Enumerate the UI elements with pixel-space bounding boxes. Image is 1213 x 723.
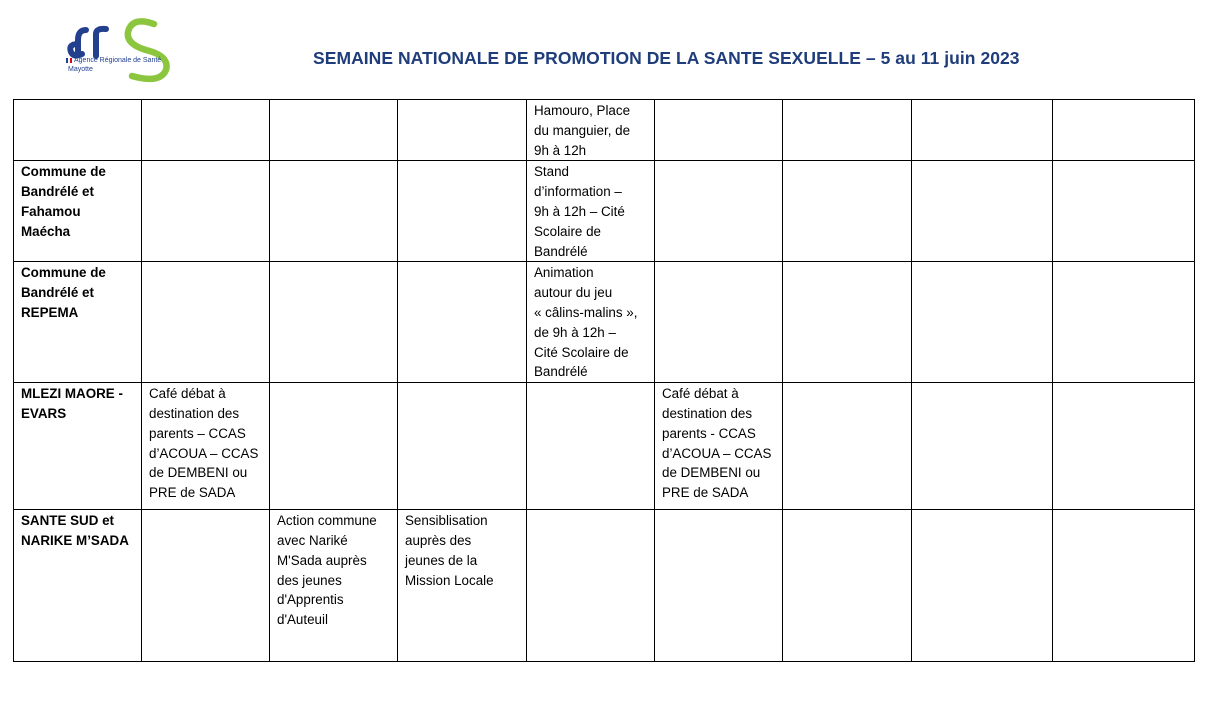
organization-name: MLEZI MAORE - EVARS bbox=[21, 386, 123, 421]
table-cell bbox=[655, 262, 783, 383]
table-cell bbox=[270, 161, 398, 262]
table-cell bbox=[912, 262, 1053, 383]
cell-text: Action commune avec Nariké M'Sada auprès des jeunes d'Apprentis d'Auteuil bbox=[277, 513, 377, 628]
table-cell bbox=[398, 161, 527, 262]
organization-cell bbox=[14, 100, 142, 161]
table-cell bbox=[783, 510, 912, 662]
organization-cell bbox=[14, 510, 142, 662]
table-cell bbox=[1053, 510, 1195, 662]
cell-text: Café débat à destination des parents - CCAS d’ACOUA – CCAS de DEMBENI ou PRE de SADA bbox=[662, 386, 772, 501]
table-cell bbox=[1053, 262, 1195, 383]
table-row bbox=[14, 510, 1195, 662]
table-cell bbox=[1053, 161, 1195, 262]
table-cell bbox=[142, 510, 270, 662]
table-cell bbox=[527, 100, 655, 161]
table-cell bbox=[912, 161, 1053, 262]
table-cell bbox=[398, 262, 527, 383]
table-cell bbox=[783, 383, 912, 510]
cell-text: Café débat à destination des parents – CCAS d’ACOUA – CCAS de DEMBENI ou PRE de SADA bbox=[149, 386, 259, 501]
cell-text: Sensiblisation auprès des jeunes de la Mission Locale bbox=[405, 513, 494, 588]
organization-cell bbox=[14, 383, 142, 510]
table-cell bbox=[912, 383, 1053, 510]
table-cell bbox=[655, 510, 783, 662]
table-cell bbox=[655, 100, 783, 161]
table-cell bbox=[527, 510, 655, 662]
table-cell bbox=[398, 383, 527, 510]
table-cell bbox=[527, 161, 655, 262]
table-cell bbox=[783, 262, 912, 383]
cell-text: Animation autour du jeu « câlins-malins », de 9h à 12h – Cité Scolaire de Bandrélé bbox=[534, 265, 638, 380]
organization-cell bbox=[14, 161, 142, 262]
ars-mayotte-logo bbox=[66, 14, 182, 84]
table-cell bbox=[398, 510, 527, 662]
logo-region-text: Mayotte bbox=[68, 66, 93, 73]
table-cell bbox=[1053, 383, 1195, 510]
organization-cell bbox=[14, 262, 142, 383]
table-cell bbox=[398, 100, 527, 161]
table-row bbox=[14, 100, 1195, 161]
table-row bbox=[14, 161, 1195, 262]
table-cell bbox=[142, 100, 270, 161]
logo-agency-text: Agence Régionale de Santé bbox=[74, 57, 162, 64]
table-cell bbox=[270, 383, 398, 510]
cell-text: Hamouro, Place du manguier, de 9h à 12h bbox=[534, 103, 631, 158]
table-cell bbox=[655, 383, 783, 510]
table-cell bbox=[527, 383, 655, 510]
cell-text: Stand d’information – 9h à 12h – Cité Scolaire de Bandrélé bbox=[534, 164, 625, 259]
table-row bbox=[14, 383, 1195, 510]
table-cell bbox=[912, 100, 1053, 161]
schedule-table bbox=[13, 99, 1195, 662]
organization-name: Commune de Bandrélé et Fahamou Maécha bbox=[21, 164, 106, 239]
table-cell bbox=[142, 262, 270, 383]
table-row bbox=[14, 262, 1195, 383]
schedule-body bbox=[14, 100, 1195, 662]
table-cell bbox=[270, 100, 398, 161]
table-cell bbox=[142, 161, 270, 262]
table-cell bbox=[783, 161, 912, 262]
organization-name: Commune de Bandrélé et REPEMA bbox=[21, 265, 106, 320]
table-cell bbox=[270, 510, 398, 662]
table-cell bbox=[783, 100, 912, 161]
table-cell bbox=[270, 262, 398, 383]
table-cell bbox=[912, 510, 1053, 662]
table-cell bbox=[655, 161, 783, 262]
page-title: SEMAINE NATIONALE DE PROMOTION DE LA SANTE SEXUELLE – 5 au 11 juin 2023 bbox=[313, 48, 1020, 68]
organization-name: SANTE SUD et NARIKE M’SADA bbox=[21, 513, 129, 548]
table-cell bbox=[527, 262, 655, 383]
ars-logo-mark bbox=[66, 14, 182, 84]
table-cell bbox=[1053, 100, 1195, 161]
table-cell bbox=[142, 383, 270, 510]
